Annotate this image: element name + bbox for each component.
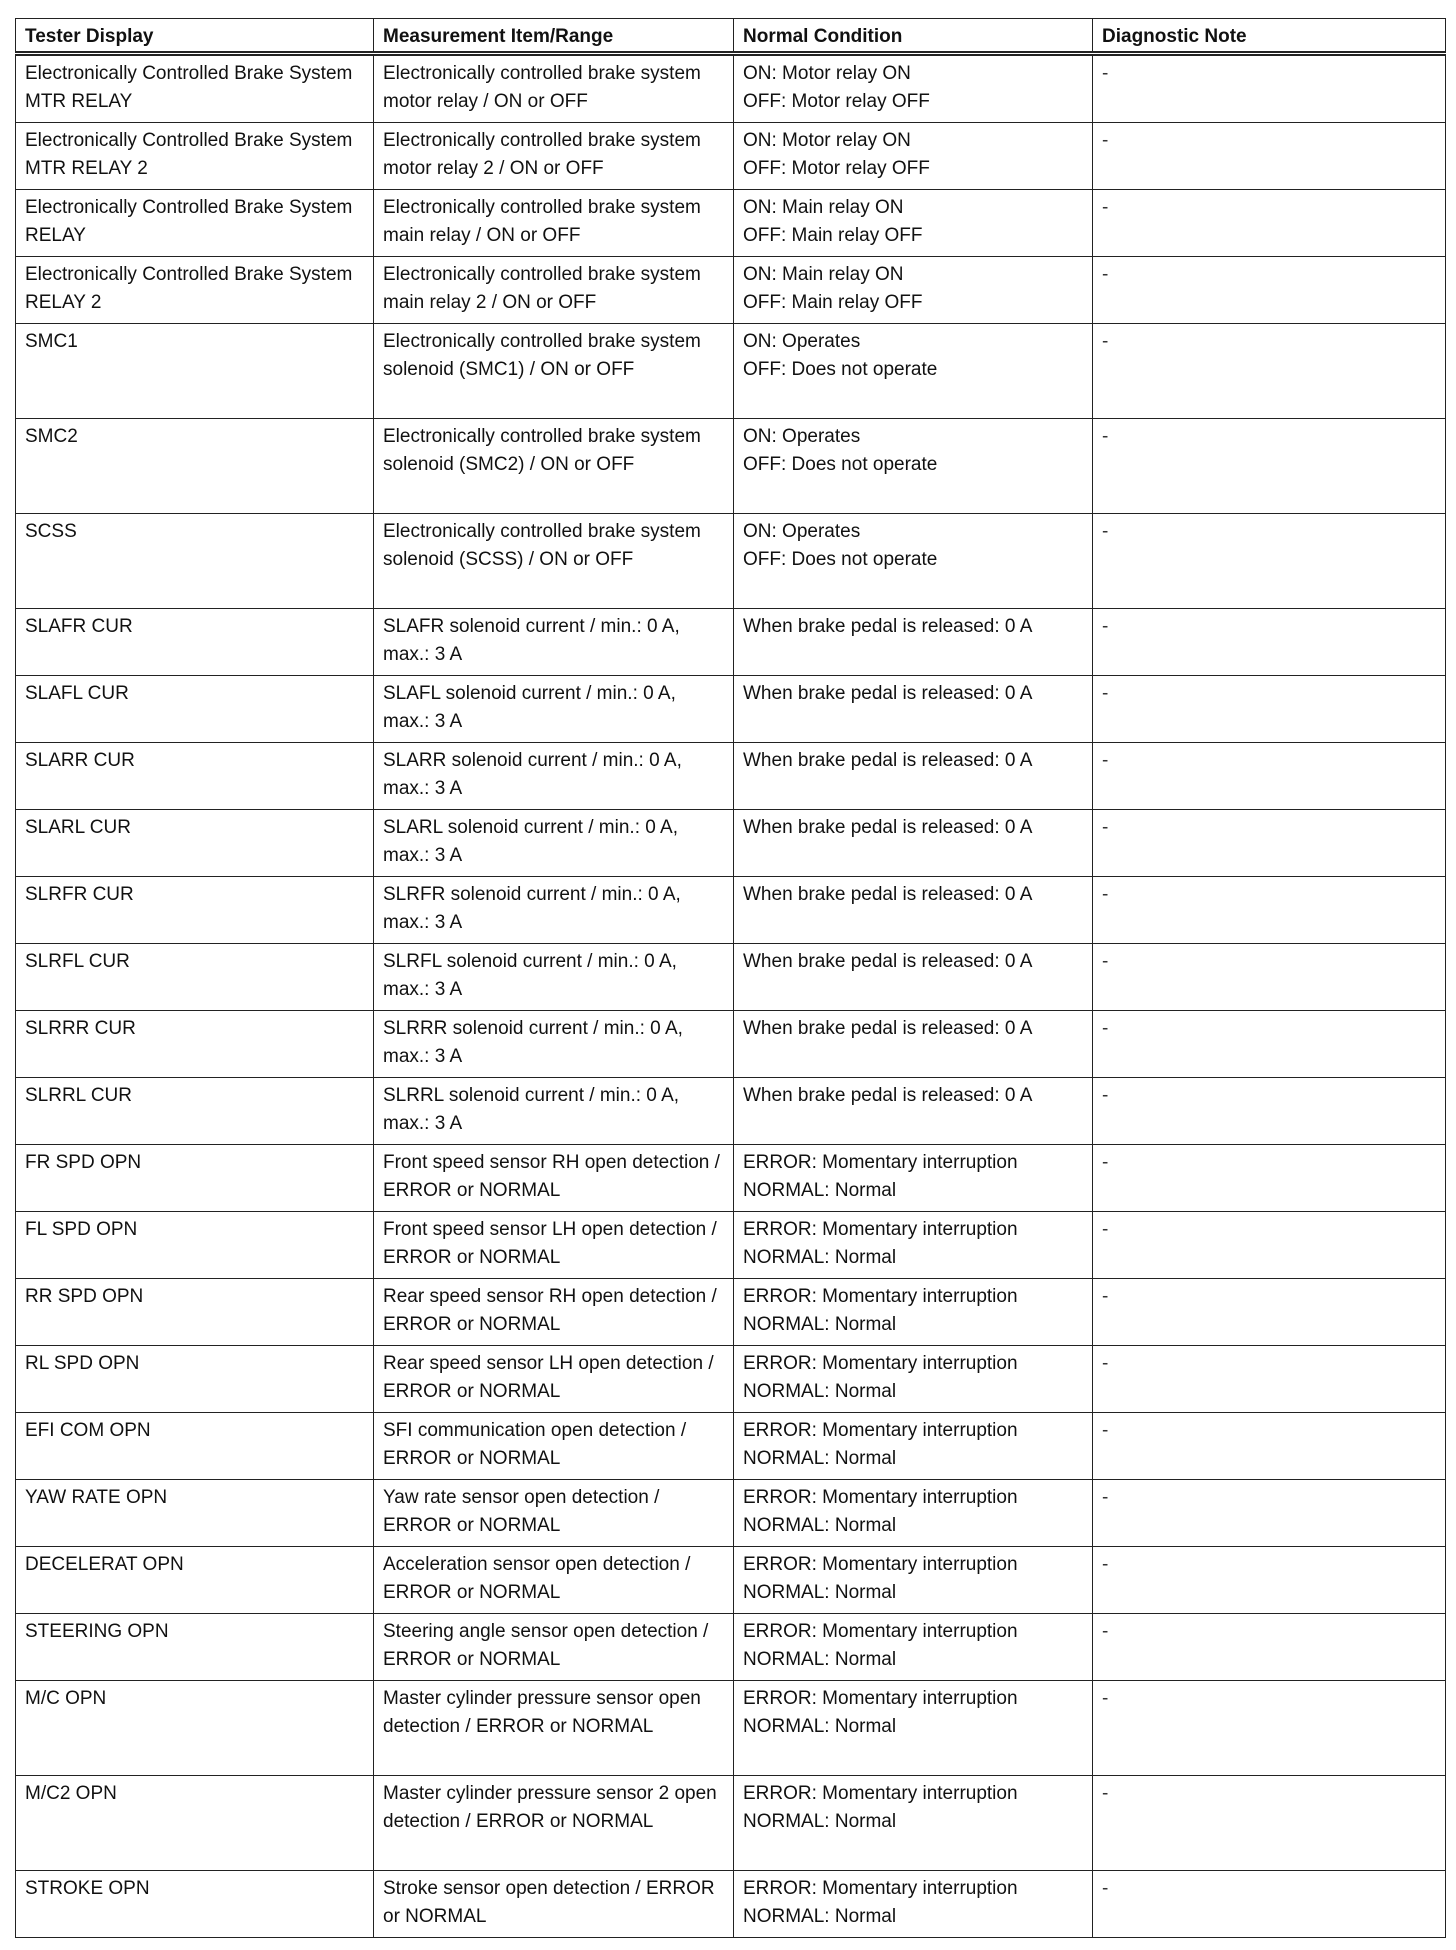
measurement-item-cell: SLRFR solenoid current / min.: 0 A, max.: 3 A [374,877,734,944]
tester-display-cell: SLAFL CUR [16,676,374,743]
measurement-item-cell: Electronically controlled brake system motor relay / ON or OFF [374,54,734,123]
measurement-item-cell: Electronically controlled brake system solenoid (SCSS) / ON or OFF [374,514,734,609]
tester-display-cell: RR SPD OPN [16,1279,374,1346]
table-row [16,1078,1446,1145]
header-diagnostic-note: Diagnostic Note [1093,19,1446,54]
table-row [16,810,1446,877]
tester-display-cell: SMC2 [16,419,374,514]
tester-display-cell: Electronically Controlled Brake System MTR RELAY 2 [16,123,374,190]
header-row [16,19,1446,54]
normal-condition-cell: When brake pedal is released: 0 A [734,609,1093,676]
diagnostic-note-cell: - [1093,1871,1446,1938]
tester-display-cell: SLARL CUR [16,810,374,877]
diagnostic-note-cell: - [1093,1547,1446,1614]
normal-condition-cell: ON: Operates OFF: Does not operate [734,514,1093,609]
tester-display-cell: SLAFR CUR [16,609,374,676]
tester-display-cell: SMC1 [16,324,374,419]
table-row [16,1871,1446,1938]
table-row [16,514,1446,609]
normal-condition-cell: ERROR: Momentary interruption NORMAL: Normal [734,1681,1093,1776]
tester-display-cell: RL SPD OPN [16,1346,374,1413]
normal-condition-cell: When brake pedal is released: 0 A [734,676,1093,743]
table-row [16,944,1446,1011]
diagnostic-note-cell: - [1093,1614,1446,1681]
measurement-item-cell: SLAFL solenoid current / min.: 0 A, max.: 3 A [374,676,734,743]
diagnostic-note-cell: - [1093,1279,1446,1346]
tester-display-cell: SLARR CUR [16,743,374,810]
measurement-item-cell: Stroke sensor open detection / ERROR or NORMAL [374,1871,734,1938]
diagnostic-note-cell: - [1093,324,1446,419]
diagnostic-note-cell: - [1093,1078,1446,1145]
table-row [16,419,1446,514]
diagnostic-note-cell: - [1093,1776,1446,1871]
normal-condition-cell: ERROR: Momentary interruption NORMAL: Normal [734,1547,1093,1614]
tester-display-cell: SLRRL CUR [16,1078,374,1145]
normal-condition-cell: ERROR: Momentary interruption NORMAL: Normal [734,1346,1093,1413]
tester-display-cell: STEERING OPN [16,1614,374,1681]
diagnostic-note-cell: - [1093,257,1446,324]
table-row [16,1776,1446,1871]
table-row [16,1212,1446,1279]
table-header [16,19,1446,54]
diagnostic-note-cell: - [1093,54,1446,123]
measurement-item-cell: SLRFL solenoid current / min.: 0 A, max.: 3 A [374,944,734,1011]
table-row [16,609,1446,676]
diagnostic-note-cell: - [1093,676,1446,743]
table-row [16,1547,1446,1614]
normal-condition-cell: ERROR: Momentary interruption NORMAL: Normal [734,1871,1093,1938]
normal-condition-cell: ERROR: Momentary interruption NORMAL: Normal [734,1776,1093,1871]
diagnostic-note-cell: - [1093,1346,1446,1413]
normal-condition-cell: ERROR: Momentary interruption NORMAL: Normal [734,1212,1093,1279]
measurement-item-cell: SLAFR solenoid current / min.: 0 A, max.: 3 A [374,609,734,676]
measurement-item-cell: Electronically controlled brake system main relay / ON or OFF [374,190,734,257]
normal-condition-cell: ON: Operates OFF: Does not operate [734,324,1093,419]
tester-display-cell: M/C OPN [16,1681,374,1776]
tester-display-cell: SLRFR CUR [16,877,374,944]
tester-display-cell: STROKE OPN [16,1871,374,1938]
measurement-item-cell: Steering angle sensor open detection / ERROR or NORMAL [374,1614,734,1681]
diagnostic-note-cell: - [1093,123,1446,190]
diagnostic-note-cell: - [1093,1145,1446,1212]
measurement-item-cell: Master cylinder pressure sensor open detection / ERROR or NORMAL [374,1681,734,1776]
normal-condition-cell: When brake pedal is released: 0 A [734,743,1093,810]
tester-display-cell: Electronically Controlled Brake System RELAY [16,190,374,257]
measurement-item-cell: SLARR solenoid current / min.: 0 A, max.: 3 A [374,743,734,810]
table-row [16,676,1446,743]
normal-condition-cell: When brake pedal is released: 0 A [734,877,1093,944]
normal-condition-cell: ON: Main relay ON OFF: Main relay OFF [734,257,1093,324]
normal-condition-cell: When brake pedal is released: 0 A [734,1011,1093,1078]
tester-display-cell: Electronically Controlled Brake System MTR RELAY [16,54,374,123]
diagnostic-note-cell: - [1093,609,1446,676]
diagnostic-note-cell: - [1093,419,1446,514]
table-row [16,743,1446,810]
normal-condition-cell: When brake pedal is released: 0 A [734,944,1093,1011]
diagnostic-note-cell: - [1093,1011,1446,1078]
diagnostic-note-cell: - [1093,1681,1446,1776]
diagnostic-note-cell: - [1093,877,1446,944]
table-row [16,1480,1446,1547]
table-row [16,1614,1446,1681]
normal-condition-cell: ERROR: Momentary interruption NORMAL: Normal [734,1145,1093,1212]
table-row [16,1413,1446,1480]
normal-condition-cell: ON: Main relay ON OFF: Main relay OFF [734,190,1093,257]
table-row [16,1346,1446,1413]
table-row [16,324,1446,419]
table-row [16,877,1446,944]
diagnostic-note-cell: - [1093,743,1446,810]
table-row [16,1681,1446,1776]
data-list-table [15,18,1446,1938]
normal-condition-cell: ERROR: Momentary interruption NORMAL: Normal [734,1614,1093,1681]
tester-display-cell: SLRRR CUR [16,1011,374,1078]
normal-condition-cell: ON: Motor relay ON OFF: Motor relay OFF [734,123,1093,190]
diagnostic-note-cell: - [1093,810,1446,877]
table-row [16,1011,1446,1078]
normal-condition-cell: ERROR: Momentary interruption NORMAL: Normal [734,1279,1093,1346]
table-row [16,190,1446,257]
tester-display-cell: EFI COM OPN [16,1413,374,1480]
table-row [16,1279,1446,1346]
normal-condition-cell: When brake pedal is released: 0 A [734,1078,1093,1145]
table-row [16,257,1446,324]
measurement-item-cell: SLARL solenoid current / min.: 0 A, max.: 3 A [374,810,734,877]
tester-display-cell: SLRFL CUR [16,944,374,1011]
tester-display-cell: FR SPD OPN [16,1145,374,1212]
measurement-item-cell: Master cylinder pressure sensor 2 open detection / ERROR or NORMAL [374,1776,734,1871]
diagnostic-note-cell: - [1093,190,1446,257]
diagnostic-note-cell: - [1093,944,1446,1011]
diagnostic-note-cell: - [1093,1212,1446,1279]
normal-condition-cell: ERROR: Momentary interruption NORMAL: Normal [734,1480,1093,1547]
measurement-item-cell: Electronically controlled brake system motor relay 2 / ON or OFF [374,123,734,190]
table-row [16,54,1446,123]
measurement-item-cell: Rear speed sensor RH open detection / ERROR or NORMAL [374,1279,734,1346]
normal-condition-cell: ON: Motor relay ON OFF: Motor relay OFF [734,54,1093,123]
measurement-item-cell: Front speed sensor LH open detection / ERROR or NORMAL [374,1212,734,1279]
tester-display-cell: FL SPD OPN [16,1212,374,1279]
normal-condition-cell: ERROR: Momentary interruption NORMAL: Normal [734,1413,1093,1480]
measurement-item-cell: Front speed sensor RH open detection / ERROR or NORMAL [374,1145,734,1212]
tester-display-cell: Electronically Controlled Brake System RELAY 2 [16,257,374,324]
measurement-item-cell: SFI communication open detection / ERROR or NORMAL [374,1413,734,1480]
table-body [16,54,1446,1938]
measurement-item-cell: Rear speed sensor LH open detection / ERROR or NORMAL [374,1346,734,1413]
measurement-item-cell: Electronically controlled brake system solenoid (SMC2) / ON or OFF [374,419,734,514]
measurement-item-cell: Electronically controlled brake system main relay 2 / ON or OFF [374,257,734,324]
tester-display-cell: YAW RATE OPN [16,1480,374,1547]
measurement-item-cell: Electronically controlled brake system solenoid (SMC1) / ON or OFF [374,324,734,419]
header-tester-display: Tester Display [16,19,374,54]
header-measurement-item: Measurement Item/Range [374,19,734,54]
header-normal-condition: Normal Condition [734,19,1093,54]
tester-display-cell: DECELERAT OPN [16,1547,374,1614]
measurement-item-cell: Acceleration sensor open detection / ERROR or NORMAL [374,1547,734,1614]
normal-condition-cell: ON: Operates OFF: Does not operate [734,419,1093,514]
measurement-item-cell: SLRRL solenoid current / min.: 0 A, max.: 3 A [374,1078,734,1145]
table-row [16,1145,1446,1212]
measurement-item-cell: SLRRR solenoid current / min.: 0 A, max.: 3 A [374,1011,734,1078]
diagnostic-note-cell: - [1093,1413,1446,1480]
diagnostic-note-cell: - [1093,514,1446,609]
tester-display-cell: SCSS [16,514,374,609]
measurement-item-cell: Yaw rate sensor open detection / ERROR or NORMAL [374,1480,734,1547]
diagnostic-note-cell: - [1093,1480,1446,1547]
table-row [16,123,1446,190]
tester-display-cell: M/C2 OPN [16,1776,374,1871]
normal-condition-cell: When brake pedal is released: 0 A [734,810,1093,877]
